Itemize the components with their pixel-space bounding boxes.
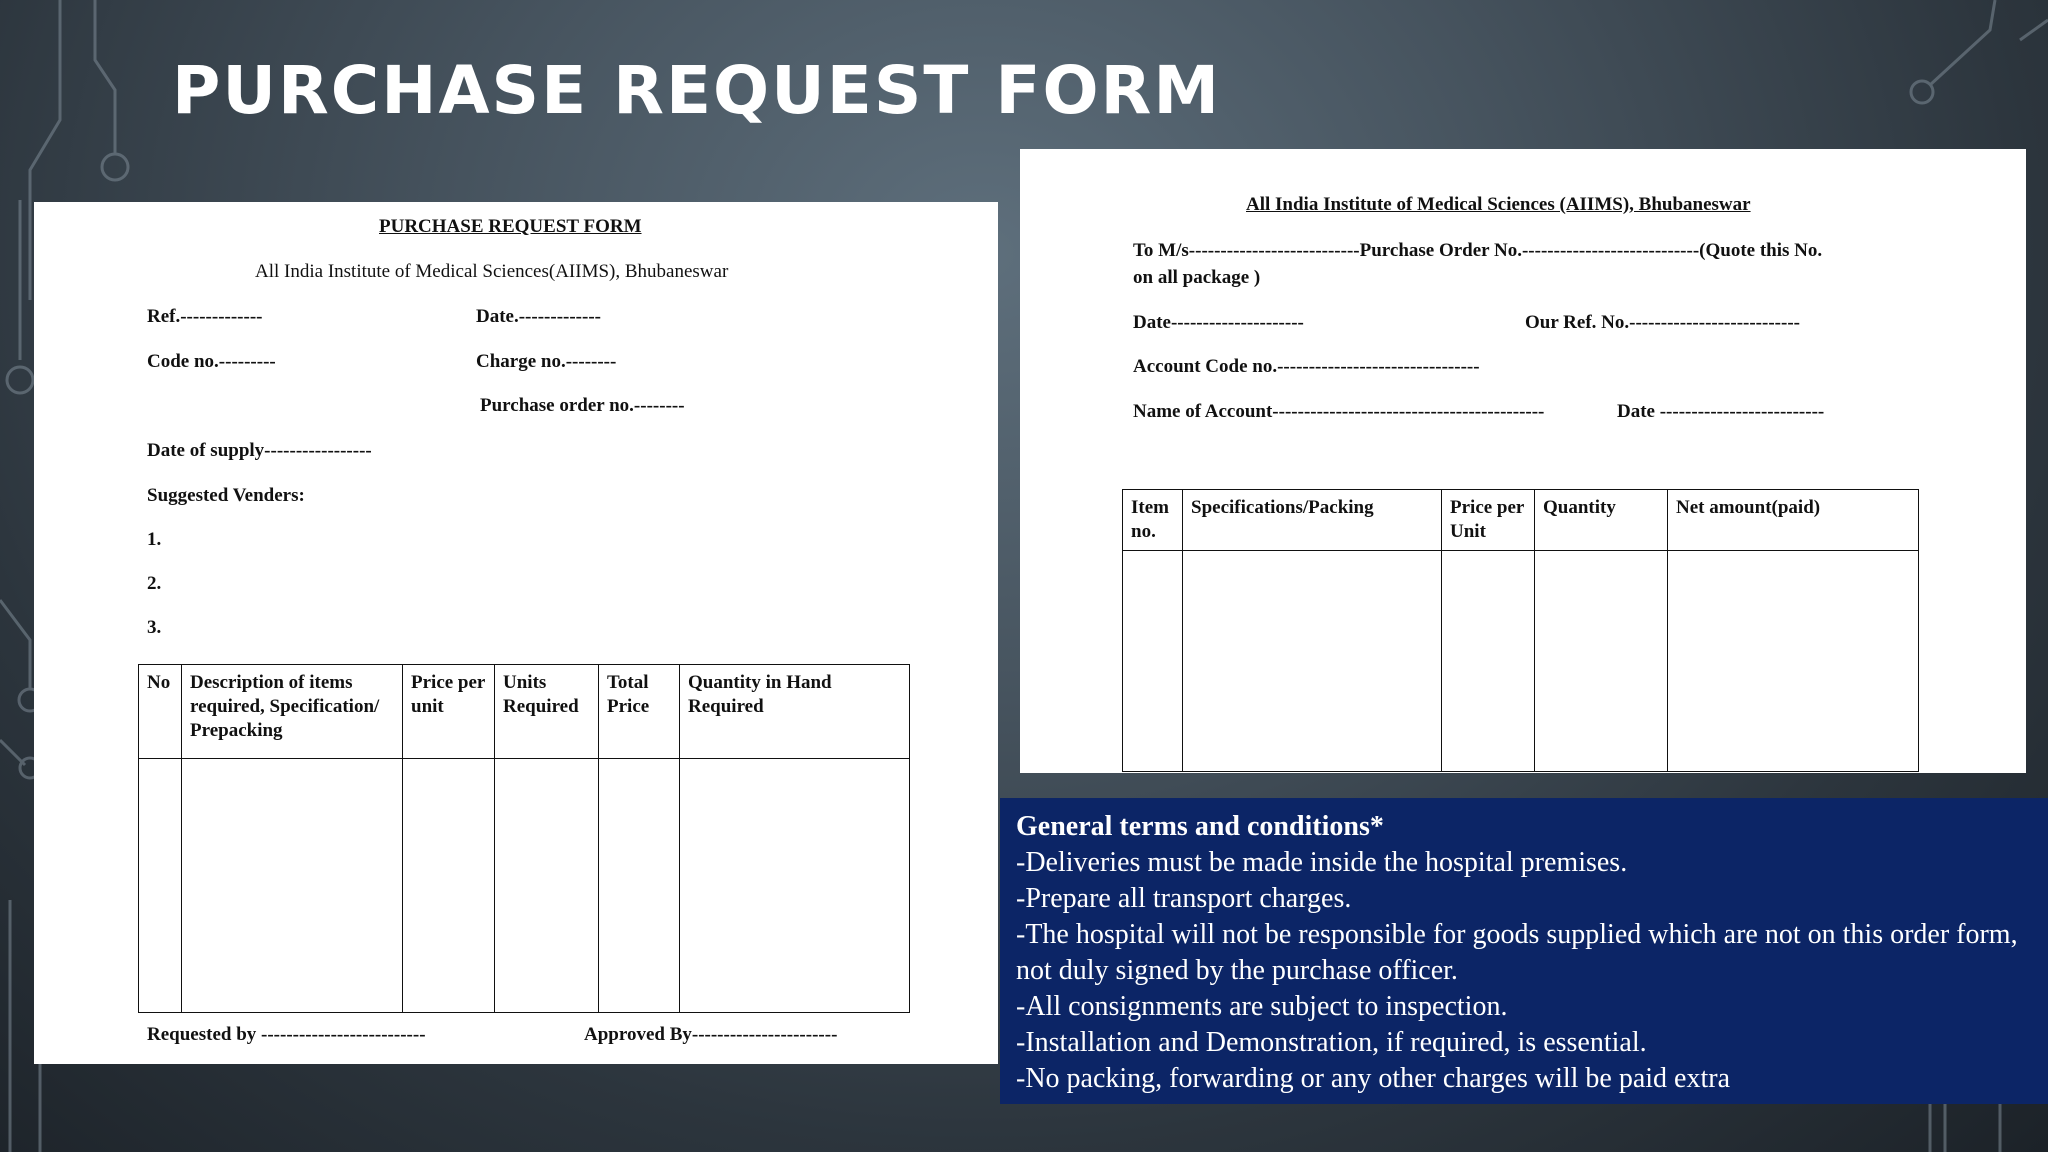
date-field: Date.------------- xyxy=(476,306,601,327)
terms-line: -Prepare all transport charges. xyxy=(1016,883,1352,914)
to-ms-line-continued: on all package ) xyxy=(1133,267,1261,288)
request-items-table xyxy=(138,664,910,1013)
purchase-request-form-image xyxy=(34,202,998,1064)
vender-number: 1. xyxy=(147,529,162,550)
purchase-order-no-field: Purchase order no.-------- xyxy=(480,395,685,416)
to-ms-line: To M/s---------------------------Purchase Order No.----------------------------(Quote this No. xyxy=(1133,240,1823,261)
account-code-field: Account Code no.-------------------------------- xyxy=(1133,356,1480,377)
table-header-row xyxy=(139,665,910,759)
column-header: No xyxy=(139,665,182,759)
column-header: Quantity xyxy=(1535,490,1668,551)
name-of-account-field: Name of Account------------------------------------------- xyxy=(1133,401,1545,422)
column-header: Description of items required, Specification/ Prepacking xyxy=(182,665,403,759)
approved-by-field: Approved By----------------------- xyxy=(584,1024,838,1045)
column-header: Quantity in Hand Required xyxy=(680,665,910,759)
column-header: Specifications/Packing xyxy=(1183,490,1442,551)
date-of-supply-field: Date of supply----------------- xyxy=(147,440,372,461)
account-date-field: Date -------------------------- xyxy=(1617,401,1825,422)
terms-line: -No packing, forwarding or any other charges will be paid extra xyxy=(1016,1063,1731,1094)
table-cell xyxy=(680,759,910,1013)
slide-title: PURCHASE REQUEST FORM xyxy=(172,52,1222,129)
table-row xyxy=(1123,551,1919,772)
terms-line: -All consignments are subject to inspection. xyxy=(1016,991,1508,1022)
vender-number: 3. xyxy=(147,617,162,638)
form-institute: All India Institute of Medical Sciences (AIIMS), Bhubaneswar xyxy=(1246,194,1751,215)
table-cell xyxy=(495,759,599,1013)
column-header: Total Price xyxy=(599,665,680,759)
table-cell xyxy=(1668,551,1919,772)
column-header: Price per unit xyxy=(403,665,495,759)
charge-no-field: Charge no.-------- xyxy=(476,351,617,372)
our-ref-no-field: Our Ref. No.--------------------------- xyxy=(1525,312,1800,333)
ref-field: Ref.------------- xyxy=(147,306,263,327)
column-header: Net amount(paid) xyxy=(1668,490,1919,551)
form-heading: PURCHASE REQUEST FORM xyxy=(379,216,642,237)
table-cell xyxy=(1535,551,1668,772)
terms-and-conditions-box xyxy=(1000,798,2048,1104)
requested-by-field: Requested by -------------------------- xyxy=(147,1024,426,1045)
terms-title: General terms and conditions* xyxy=(1016,811,1384,842)
suggested-venders-label: Suggested Venders: xyxy=(147,485,305,506)
date-field: Date--------------------- xyxy=(1133,312,1304,333)
table-cell xyxy=(1442,551,1535,772)
table-cell xyxy=(1183,551,1442,772)
column-header: Item no. xyxy=(1123,490,1183,551)
column-header: Price per Unit xyxy=(1442,490,1535,551)
terms-line: -Installation and Demonstration, if required, is essential. xyxy=(1016,1027,1647,1058)
table-header-row xyxy=(1123,490,1919,551)
terms-line: -Deliveries must be made inside the hospital premises. xyxy=(1016,847,1628,878)
table-cell xyxy=(1123,551,1183,772)
table-cell xyxy=(403,759,495,1013)
terms-line: -The hospital will not be responsible for goods supplied which are not on this order form, not duly signed by the purchase officer. xyxy=(1016,919,2018,986)
code-no-field: Code no.--------- xyxy=(147,351,276,372)
form-institute: All India Institute of Medical Sciences(AIIMS), Bhubaneswar xyxy=(255,261,729,282)
order-items-table xyxy=(1122,489,1919,772)
vender-number: 2. xyxy=(147,573,162,594)
column-header: Units Required xyxy=(495,665,599,759)
table-cell xyxy=(182,759,403,1013)
purchase-order-form-image xyxy=(1020,149,2026,773)
table-cell xyxy=(599,759,680,1013)
table-cell xyxy=(139,759,182,1013)
table-row xyxy=(139,759,910,1013)
